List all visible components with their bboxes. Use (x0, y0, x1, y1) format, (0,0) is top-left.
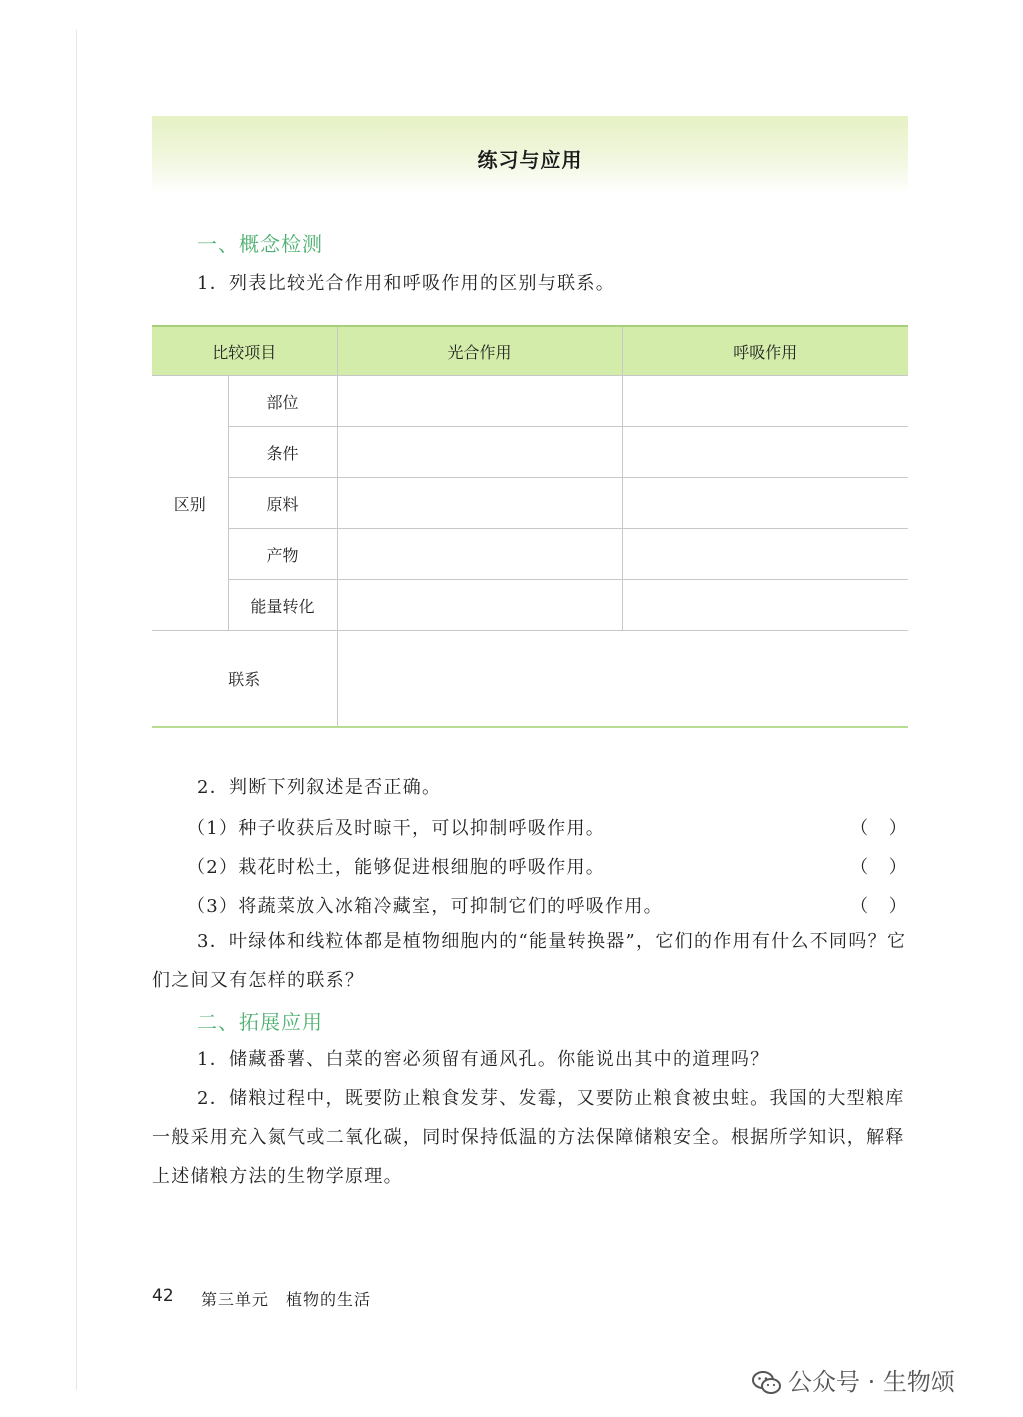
table-header-row (152, 326, 908, 376)
judge-item (187, 853, 908, 879)
judge-item-text: （3）将蔬菜放入冰箱冷藏室，可抑制它们的呼吸作用。 (187, 896, 663, 917)
table-row-label: 产物 (228, 529, 337, 580)
table-cell-blank (337, 580, 622, 631)
table-row (152, 580, 908, 631)
page-title: 练习与应用 (477, 148, 583, 172)
question-1-text: 1．列表比较光合作用和呼吸作用的区别与联系。 (197, 273, 616, 294)
table-row-label: 原料 (228, 478, 337, 529)
extension-question-1 (152, 1040, 908, 1079)
judge-item-text: （2）栽花时松土，能够促进根细胞的呼吸作用。 (187, 857, 606, 878)
table-row-label: 条件 (228, 427, 337, 478)
table-cell-blank (622, 478, 908, 529)
comparison-table (152, 325, 908, 728)
wechat-icon (752, 1370, 782, 1396)
answer-blank: （ ） (850, 896, 908, 917)
table-cell-blank (337, 478, 622, 529)
section-heading-extended-application: 二、拓展应用 (197, 1010, 323, 1034)
table-row (152, 376, 908, 427)
table-cell-blank (337, 631, 908, 727)
extension-question-2-text: 2．储粮过程中，既要防止粮食发芽、发霉，又要防止粮食被虫蛀。我国的大型粮库一般采用充入氮气或二氧化碳，同时保持低温的方法保障储粮安全。根据所学知识，解释上述储粮方法的生物学原理。 (152, 1088, 905, 1187)
extension-question-2 (152, 1079, 908, 1196)
table-header-respiration: 呼吸作用 (622, 326, 908, 376)
table-header-photosynthesis: 光合作用 (337, 326, 622, 376)
question-2 (152, 768, 908, 807)
answer-blank: （ ） (850, 857, 908, 878)
extension-question-1-text: 1．储藏番薯、白菜的窖必须留有通风孔。你能说出其中的道理吗？ (197, 1049, 770, 1070)
table-cell-blank (622, 529, 908, 580)
table-cell-blank (622, 427, 908, 478)
table-cell-blank (337, 376, 622, 427)
page-number: 42 (152, 1286, 174, 1306)
question-3-text: 3．叶绿体和线粒体都是植物细胞内的“能量转换器”，它们的作用有什么不同吗？它们之间又有怎样的联系？ (152, 931, 907, 991)
table-group-label-difference: 区别 (152, 376, 228, 631)
table-cell-blank (622, 580, 908, 631)
table-row-label: 能量转化 (228, 580, 337, 631)
table-row (152, 529, 908, 580)
answer-blank: （ ） (850, 818, 908, 839)
watermark-text: 公众号 · 生物颂 (788, 1368, 955, 1396)
judge-item (187, 814, 908, 840)
section-heading-concept-check: 一、概念检测 (197, 232, 323, 256)
section-header-band (152, 116, 908, 194)
table-row-relation (152, 631, 908, 727)
binding-line (76, 30, 77, 1390)
question-1 (152, 264, 908, 303)
table-cell-blank (337, 427, 622, 478)
question-3 (152, 922, 908, 1000)
table-cell-blank (622, 376, 908, 427)
question-2-prompt: 2．判断下列叙述是否正确。 (197, 777, 442, 798)
table-cell-blank (337, 529, 622, 580)
table-row-label: 部位 (228, 376, 337, 427)
table-row (152, 427, 908, 478)
judge-item-text: （1）种子收获后及时晾干，可以抑制呼吸作用。 (187, 818, 606, 839)
table-row (152, 478, 908, 529)
watermark (752, 1362, 955, 1397)
unit-title: 第三单元 植物的生活 (201, 1290, 372, 1309)
table-header-item: 比较项目 (152, 326, 337, 376)
table-relation-label: 联系 (152, 631, 337, 727)
judge-item (187, 892, 908, 918)
